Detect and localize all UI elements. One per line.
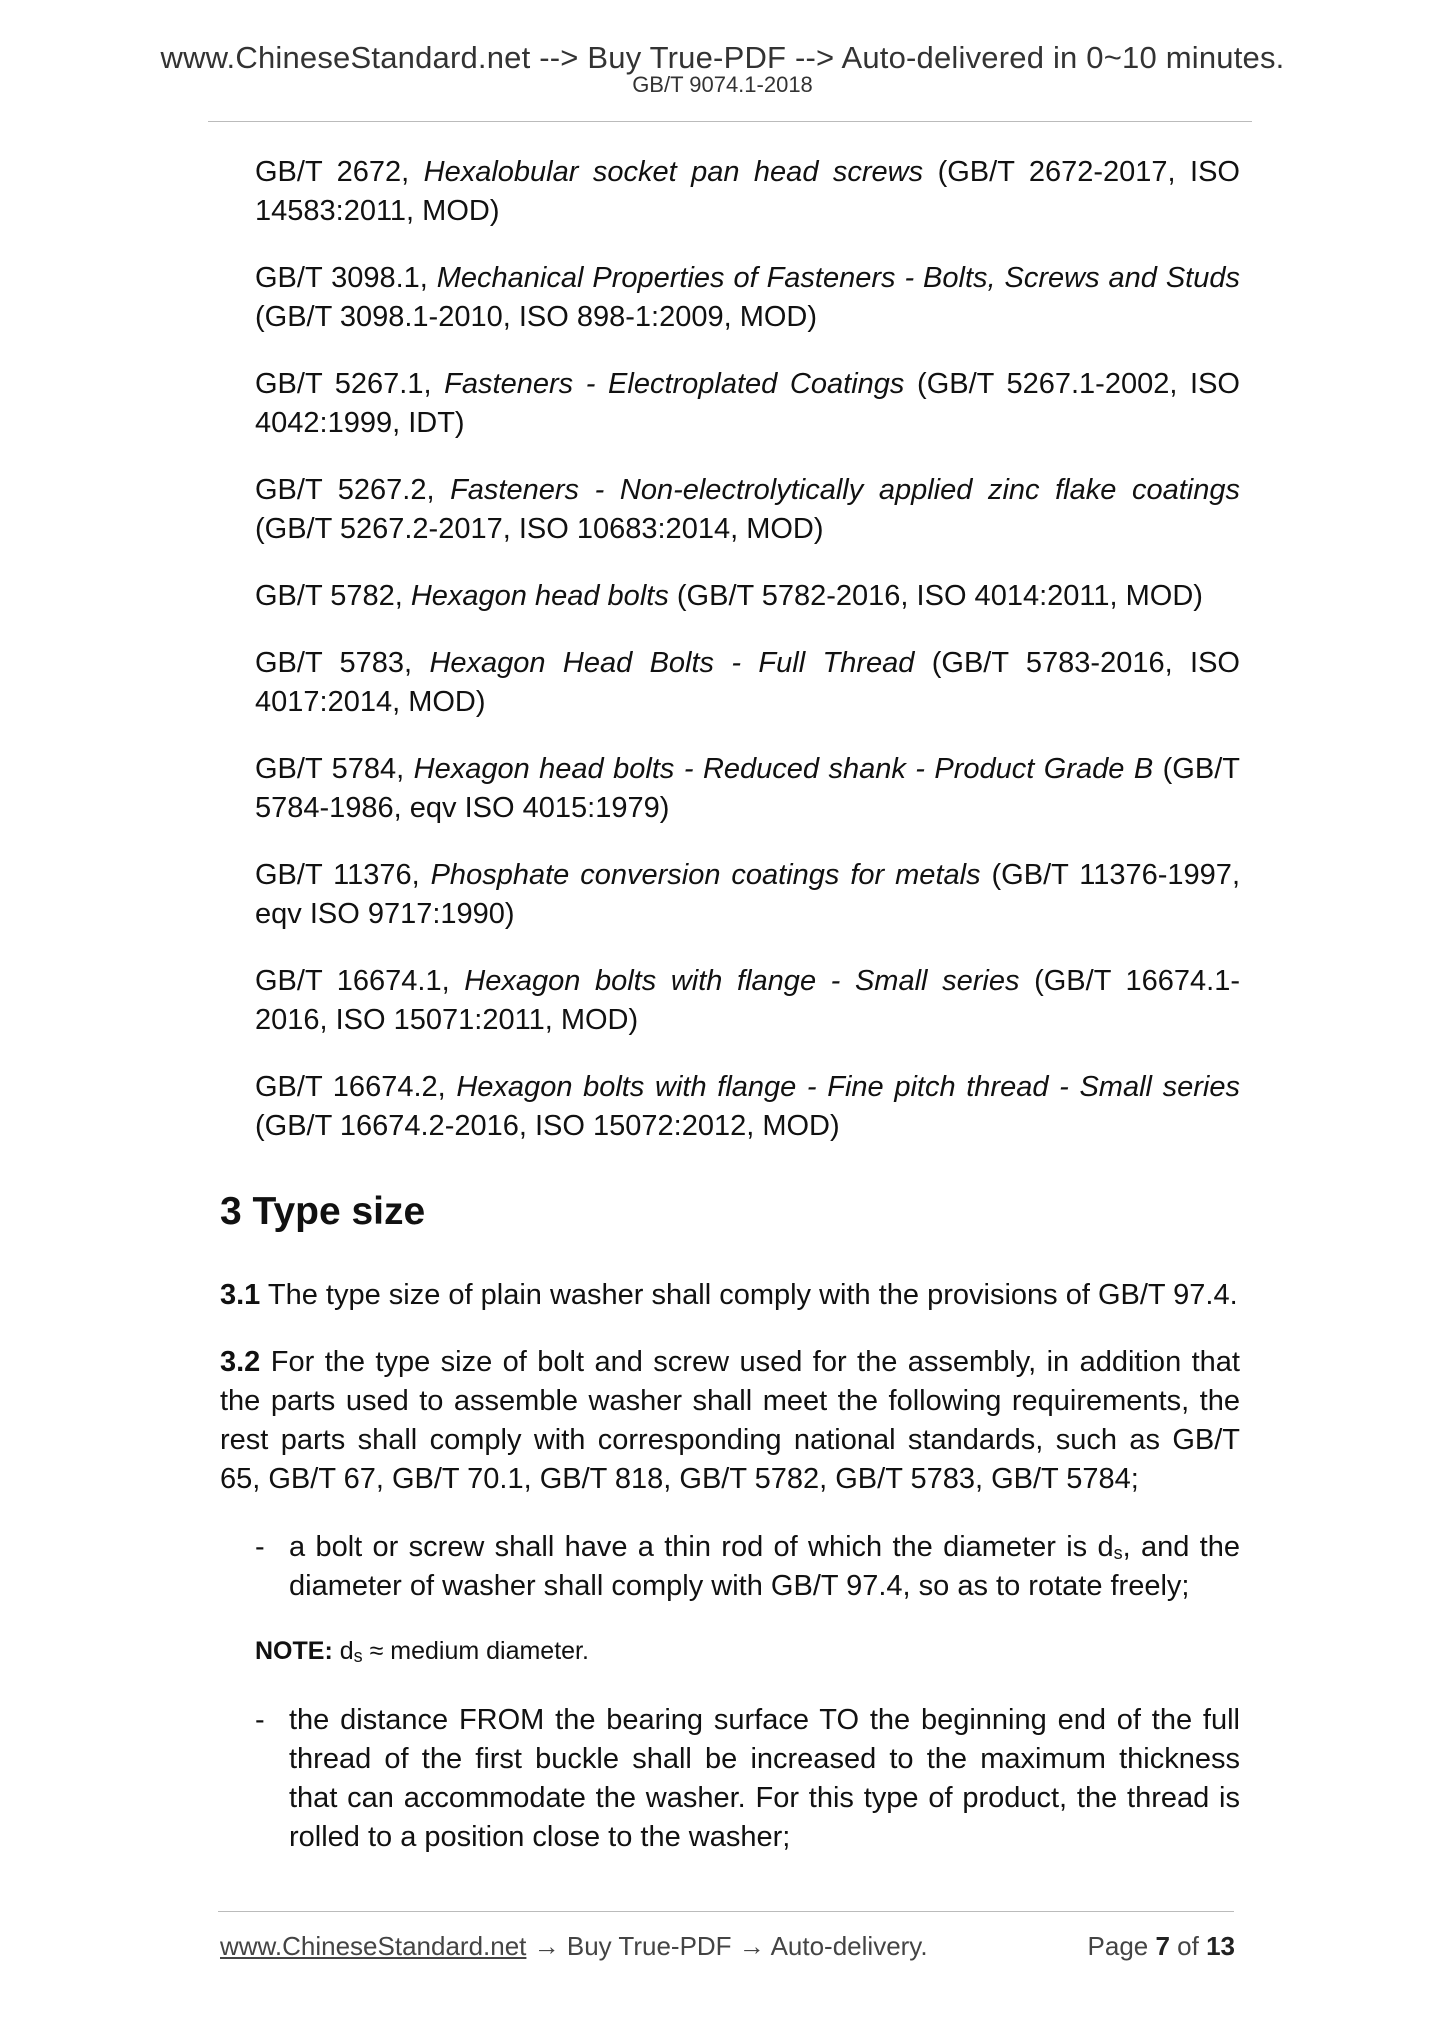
reference-item: GB/T 5784, Hexagon head bolts - Reduced shank - Product Grade B (GB/T 5784-1986, eqv ISO 4015:1979) <box>255 753 1240 824</box>
section-heading: 3 Type size <box>220 1190 426 1233</box>
reference-item: GB/T 5782, Hexagon head bolts (GB/T 5782-2016, ISO 4014:2011, MOD) <box>255 580 1203 612</box>
header-document-code: GB/T 9074.1-2018 <box>632 72 813 97</box>
requirement-item: - the distance FROM the bearing surface TO the beginning end of the full thread of the first buckle shall be increased to the maximum thickness that can accommodate the washer. For this type of product, the thread is rolled to a position close to the washer; <box>255 1704 1240 1853</box>
footer-site-link[interactable]: www.ChineseStandard.net <box>220 1931 527 1961</box>
normative-references-list <box>0 153 1445 1146</box>
footer-divider <box>218 1911 1234 1912</box>
clause-3-2: 3.2 For the type size of bolt and screw used for the assembly, in addition that the parts used to assemble washer shall meet the following requirements, the rest parts shall comply with corresponding national standards, such as GB/T 65, GB/T 67, GB/T 70.1, GB/T 818, GB/T 5782, GB/T 5783, GB/T 5784; <box>220 1346 1240 1495</box>
reference-item: GB/T 11376, Phosphate conversion coatings for metals (GB/T 11376-1997, eqv ISO 9717:1990) <box>255 859 1240 930</box>
reference-item: GB/T 5783, Hexagon Head Bolts - Full Thread (GB/T 5783-2016, ISO 4017:2014, MOD) <box>255 647 1240 718</box>
reference-item: GB/T 16674.1, Hexagon bolts with flange - Small series (GB/T 16674.1-2016, ISO 15071:2011, MOD) <box>255 965 1240 1036</box>
reference-item: GB/T 16674.2, Hexagon bolts with flange - Fine pitch thread - Small series (GB/T 16674.2-2016, ISO 15072:2012, MOD) <box>255 1071 1240 1142</box>
page-number: Page 7 of 13 <box>1087 1931 1235 1961</box>
reference-item: GB/T 3098.1, Mechanical Properties of Fasteners - Bolts, Screws and Studs (GB/T 3098.1-2010, ISO 898-1:2009, MOD) <box>255 262 1240 333</box>
reference-item: GB/T 2672, Hexalobular socket pan head screws (GB/T 2672-2017, ISO 14583:2011, MOD) <box>255 156 1240 227</box>
reference-item: GB/T 5267.2, Fasteners - Non-electrolytically applied zinc flake coatings (GB/T 5267.2-2017, ISO 10683:2014, MOD) <box>255 474 1240 545</box>
reference-item: GB/T 5267.1, Fasteners - Electroplated Coatings (GB/T 5267.1-2002, ISO 4042:1999, IDT) <box>255 368 1240 439</box>
clause-3-1: 3.1 The type size of plain washer shall comply with the provisions of GB/T 97.4. <box>220 1279 1238 1311</box>
header-divider <box>208 121 1252 122</box>
footer: www.ChineseStandard.net → Buy True-PDF → Auto-delivery. Page 7 of 13 <box>220 1931 1235 1961</box>
requirement-item: - a bolt or screw shall have a thin rod of which the diameter is $d_s$, and the diameter of washer shall comply with GB/T 97.4, so as to rotate freely; <box>255 1531 1240 1602</box>
header-site-banner[interactable]: www.ChineseStandard.net --> Buy True-PDF --> Auto-delivered in 0~10 minutes. <box>160 40 1285 75</box>
note: NOTE: $d_s$ ≈ medium diameter. <box>255 1637 589 1666</box>
